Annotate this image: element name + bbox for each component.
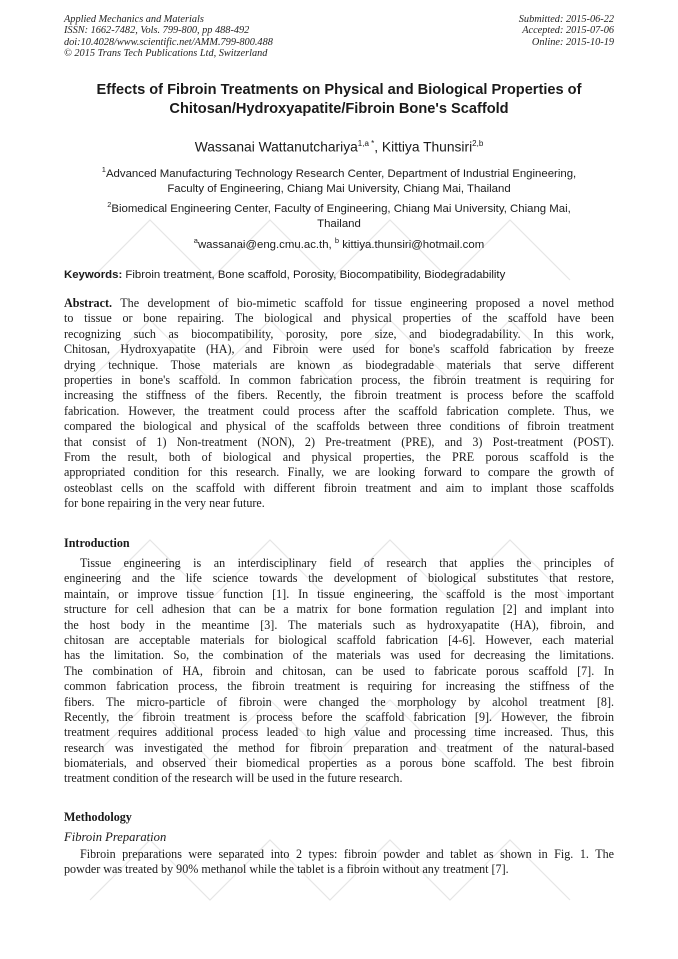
author-1-superscript: 1,a * <box>357 139 375 148</box>
affiliation-2-superscript: 2 <box>107 200 112 209</box>
methodology-body <box>64 847 614 878</box>
abstract-line: to tissue or bone repairing. The biological and physical properties of the scaffold have been <box>64 311 614 326</box>
affiliation-2-line-1: Biomedical Engineering Center, Faculty of Engineering, Chiang Mai University, Chiang Mai, <box>111 202 571 215</box>
keywords-label: Keywords: <box>64 269 123 281</box>
affiliation-2-line-2: Thailand <box>317 218 361 231</box>
keywords <box>64 268 624 282</box>
introduction-line: Recently, the fibroin treatment is process before the scaffold fabrication [9]. However, the fibroin <box>64 709 614 724</box>
abstract-line: recognizing such as biocompatibility, porosity, pore size, and biodegradability. In this work, <box>64 326 614 341</box>
online-date: Online: 2015-10-19 <box>531 36 614 48</box>
publication-dates <box>519 14 614 48</box>
affiliation-2 <box>64 197 614 233</box>
abstract-line: increasing the stiffness of the fibers. Recently, the fibroin treatment is process before the scaffold <box>64 388 614 403</box>
author-emails <box>64 233 614 253</box>
abstract-line: osteoblast cells on the scaffold with different fibroin treatment and aim to implant those scaffolds <box>64 480 614 495</box>
introduction-line: maintain, or improve tissue function [1]. In tissue engineering, the scaffold is the most important <box>64 586 614 601</box>
copyright-line: © 2015 Trans Tech Publications Ltd, Switzerland <box>64 47 268 59</box>
introduction-line: structure for cell adhesion that can be a matrix for bone formation regulation [2] and implant into <box>64 602 614 617</box>
author-separator: , <box>374 139 382 155</box>
author-2: Kittiya Thunsiri <box>381 139 473 155</box>
issn-line: ISSN: 1662-7482, Vols. 799-800, pp 488-492 <box>64 25 250 37</box>
affiliation-1-line-1: Advanced Manufacturing Technology Research Center, Department of Industrial Engineering, <box>105 167 577 180</box>
methodology-line: powder was treated by 90% methanol while the tablet is a fibroin without any treatment [7]. <box>64 862 509 877</box>
abstract-line <box>64 296 614 311</box>
introduction-line: treatment condition of the research will be used in the future research. <box>64 771 403 786</box>
introduction-body <box>64 556 614 787</box>
introduction-line: engineering and the life science towards the development of biological substitutes that restore, <box>64 571 614 586</box>
introduction-line: common fabrication process, the fibroin treatment is requiring for increasing the stiffness of the <box>64 679 614 694</box>
author-list <box>40 136 638 156</box>
abstract-line: Chitosan, Hydroxyapatite (HA), and Fibroin were used for bone's scaffold fabrication by freeze <box>64 342 614 357</box>
email-b-superscript: b <box>334 236 340 245</box>
affiliation-1-superscript: 1 <box>101 165 106 174</box>
abstract-line: fabrication. However, the treatment could process after the scaffold fabrication complete. Thus, we <box>64 403 614 418</box>
introduction-line: the host body in the meantime [3]. The materials such as hydroxyapatite (HA), fibroin, and <box>64 617 614 632</box>
accepted-date: Accepted: 2015-07-06 <box>522 25 614 37</box>
introduction-line: biomaterials, and observed their biomedical properties as a porous bone scaffold. The best fibroin <box>64 756 614 771</box>
email-a-superscript: a <box>193 236 198 245</box>
paper-title <box>40 81 638 118</box>
abstract-line: From the result, both of biological and physical properties, the PRE porous scaffold is the <box>64 449 614 464</box>
email-b-link[interactable]: kittiya.thunsiri@hotmail.com <box>339 238 485 251</box>
introduction-heading: Introduction <box>64 536 130 550</box>
introduction-line: chitosan are acceptable materials for biological scaffold fabrication [4-6]. However, each material <box>64 632 614 647</box>
affiliation-1-line-2: Faculty of Engineering, Chiang Mai University, Chiang Mai, Thailand <box>167 183 511 196</box>
title-line-2: Chitosan/Hydroxyapatite/Fibroin Bone's Scaffold <box>169 100 509 117</box>
abstract-line: properties in bone's scaffold. In common fabrication process, the fibroin treatment is requiring for <box>64 372 614 387</box>
abstract-first-line: The development of bio-mimetic scaffold for tissue engineering proposed a novel method <box>112 296 614 310</box>
introduction-line: The combination of HA, fibroin and chitosan, can be used to fabricate porous scaffold [7]. In <box>64 663 614 678</box>
journal-info <box>64 14 273 59</box>
introduction-line: fibers. The micro-particle of fibroin were changed the morphology by alcohol treatment [8]. <box>64 694 614 709</box>
author-2-superscript: 2,b <box>472 139 484 148</box>
introduction-line: treatment requires additional process leaded to high value and processing time increased. Thus, this <box>64 725 614 740</box>
introduction-line: research was investigated the method for fibroin preparation and treatment of the natural-based <box>64 740 614 755</box>
title-line-1: Effects of Fibroin Treatments on Physical and Biological Properties of <box>96 82 582 98</box>
introduction-line: has the limitation. So, the combination of the materials was used for decreasing the limitations. <box>64 648 614 663</box>
methodology-heading: Methodology <box>64 810 132 824</box>
abstract-line: appropriated condition for this research. Finally, we are looking forward to compare the growth of <box>64 465 614 480</box>
abstract <box>64 296 614 511</box>
abstract-label: Abstract. <box>64 296 113 310</box>
email-a-link[interactable]: wassanai@eng.cmu.ac.th, <box>197 238 335 251</box>
abstract-line: compared the biological and physical of the scaffolds between three conditions of fibroin treatment <box>64 419 614 434</box>
introduction-line: Tissue engineering is an interdisciplinary field of research that applies the principles of <box>80 556 614 570</box>
journal-name: Applied Mechanics and Materials <box>64 14 204 25</box>
doi-line: doi:10.4028/www.scientific.net/AMM.799-800.488 <box>64 36 273 48</box>
abstract-line: for bone repairing in the very near future. <box>64 496 265 511</box>
affiliation-1 <box>64 162 614 198</box>
abstract-line: that consist of 1) Non-treatment (NON), 2) Pre-treatment (PRE), and 3) Post-treatment (POST). <box>64 434 614 449</box>
methodology-line: Fibroin preparations were separated into 2 types: fibroin powder and tablet as shown in Fig. 1. The <box>80 847 614 861</box>
author-1: Wassanai Wattanutchariya <box>194 139 358 155</box>
submitted-date: Submitted: 2015-06-22 <box>518 14 614 25</box>
fibroin-preparation-subheading: Fibroin Preparation <box>64 830 167 844</box>
abstract-line: drying technique. Those materials are known as biodegradable materials that serve different <box>64 357 614 372</box>
keywords-text: Fibroin treatment, Bone scaffold, Porosity, Biocompatibility, Biodegradability <box>122 269 506 281</box>
